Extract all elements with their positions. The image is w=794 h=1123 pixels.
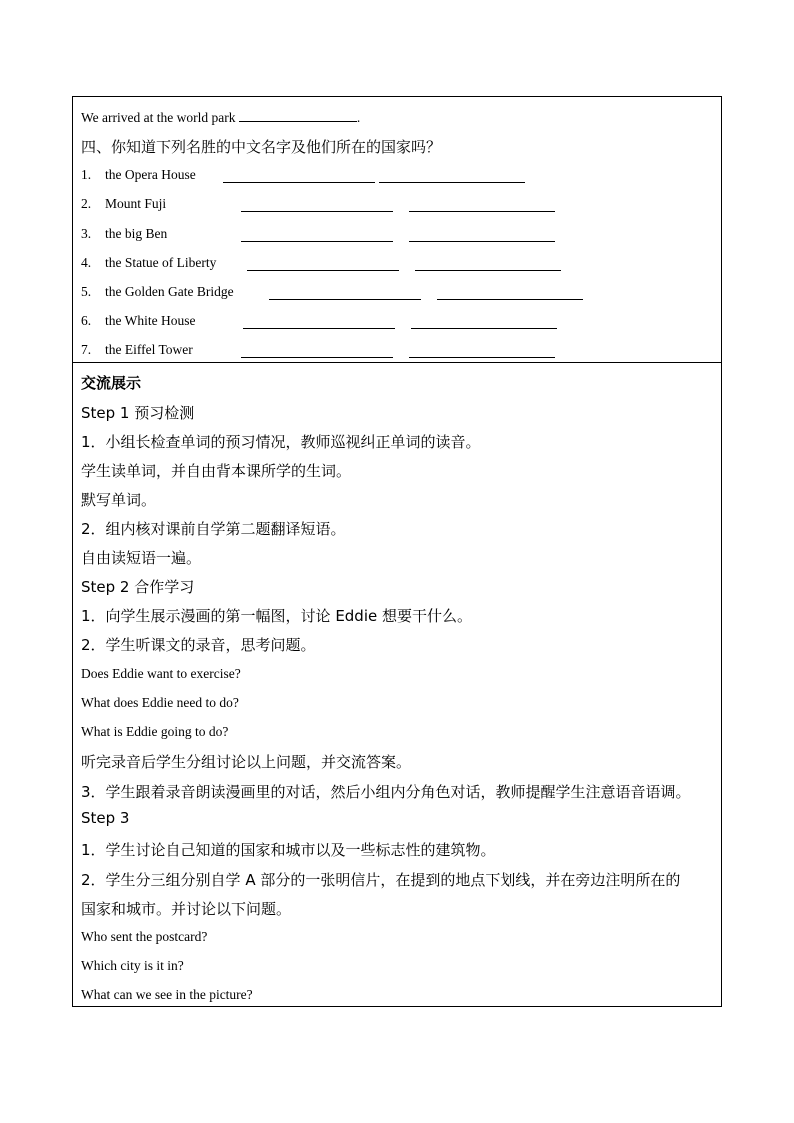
chinese-name-blank[interactable] — [247, 270, 399, 271]
step2-after: 3．学生跟着录音朗读漫画里的对话，然后小组内分角色对话，教师提醒学生注意语音语调。 — [81, 783, 691, 801]
place-name: the Statue of Liberty — [105, 255, 217, 270]
step2-item: 1．向学生展示漫画的第一幅图，讨论 Eddie 想要干什么。 — [81, 607, 472, 625]
step3-question: Which city is it in? — [81, 958, 184, 973]
step2-question: Does Eddie want to exercise? — [81, 666, 241, 681]
chinese-name-blank[interactable] — [269, 299, 421, 300]
chinese-name-blank[interactable] — [241, 357, 393, 358]
place-number: 7. — [81, 342, 92, 357]
place-row — [81, 226, 711, 246]
country-blank[interactable] — [379, 182, 525, 183]
place-row — [81, 196, 711, 216]
step3-question: Who sent the postcard? — [81, 929, 208, 944]
place-name: the Eiffel Tower — [105, 342, 193, 357]
sentence-end: . — [356, 110, 361, 125]
step3-item: 2．学生分三组分别自学 A 部分的一张明信片，在提到的地点下划线，并在旁边注明所在的 — [81, 871, 681, 889]
step1-item: 1．小组长检查单词的预习情况，教师巡视纠正单词的读音。 — [81, 433, 481, 451]
chinese-name-blank[interactable] — [241, 241, 393, 242]
place-name: the Golden Gate Bridge — [105, 284, 234, 299]
country-blank[interactable] — [437, 299, 583, 300]
country-blank[interactable] — [409, 357, 555, 358]
place-name: the White House — [105, 313, 196, 328]
place-row — [81, 255, 711, 275]
country-blank[interactable] — [411, 328, 557, 329]
chinese-name-blank[interactable] — [241, 211, 393, 212]
country-blank[interactable] — [409, 211, 555, 212]
exercise-cell — [73, 97, 721, 363]
place-name: the Opera House — [105, 167, 196, 182]
place-number: 6. — [81, 313, 92, 328]
place-number: 4. — [81, 255, 92, 270]
place-row — [81, 284, 711, 304]
place-name: the big Ben — [105, 226, 168, 241]
step1-title: Step 1 预习检测 — [81, 404, 195, 422]
presentation-cell — [73, 363, 721, 1006]
place-number: 3. — [81, 226, 92, 241]
place-row — [81, 342, 711, 362]
step3-question: What can we see in the picture? — [81, 987, 253, 1002]
country-blank[interactable] — [409, 241, 555, 242]
question-heading: 四、你知道下列名胜的中文名字及他们所在的国家吗？ — [81, 138, 442, 156]
answer-blank[interactable] — [239, 120, 357, 122]
step3-title: Step 3 — [81, 809, 130, 827]
chinese-name-blank[interactable] — [243, 328, 395, 329]
arrived-sentence: We arrived at the world park — [81, 110, 236, 125]
place-name: Mount Fuji — [105, 196, 167, 211]
step1-item: 2．组内核对课前自学第二题翻译短语。 — [81, 520, 346, 538]
section-heading: 交流展示 — [81, 374, 142, 392]
step3-item: 国家和城市。并讨论以下问题。 — [81, 900, 292, 918]
step2-after: 听完录音后学生分组讨论以上问题，并交流答案。 — [81, 753, 412, 771]
arrived-line — [81, 110, 360, 126]
step2-question: What is Eddie going to do? — [81, 724, 229, 739]
place-number: 1. — [81, 167, 92, 182]
chinese-name-blank[interactable] — [223, 182, 375, 183]
step2-item: 2．学生听课文的录音，思考问题。 — [81, 636, 316, 654]
lesson-table — [72, 96, 722, 1007]
step1-item: 默写单词。 — [81, 491, 157, 509]
step1-item: 自由读短语一遍。 — [81, 549, 202, 567]
step3-item: 1．学生讨论自己知道的国家和城市以及一些标志性的建筑物。 — [81, 841, 496, 859]
place-row — [81, 167, 711, 187]
place-number: 5. — [81, 284, 92, 299]
step1-item: 学生读单词，并自由背本课所学的生词。 — [81, 462, 352, 480]
step2-title: Step 2 合作学习 — [81, 578, 195, 596]
place-row — [81, 313, 711, 333]
step2-question: What does Eddie need to do? — [81, 695, 239, 710]
place-number: 2. — [81, 196, 92, 211]
country-blank[interactable] — [415, 270, 561, 271]
